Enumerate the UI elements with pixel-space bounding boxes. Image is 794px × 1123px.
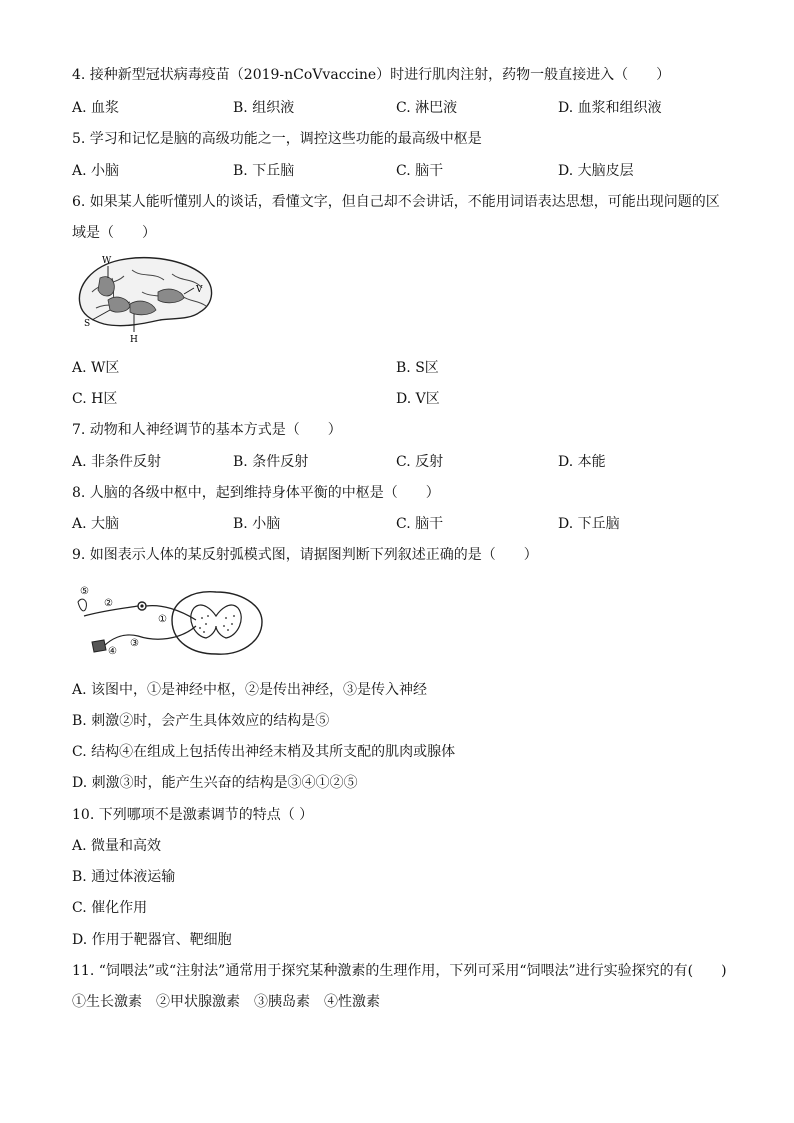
q8-option-c: C. 脑干	[396, 516, 444, 532]
q11-items: ①生长激素 ②甲状腺激素 ③胰岛素 ④性激素	[72, 994, 380, 1010]
q10-option-c: C. 催化作用	[72, 900, 148, 916]
label-v: V	[196, 285, 203, 295]
q7-option-a: A. 非条件反射	[72, 454, 162, 470]
q11-stem: 11. “饲喂法”或“注射法”通常用于探究某种激素的生理作用，下列可采用“饲喂法”进行实验探究的有( )	[72, 963, 727, 979]
label-3: ③	[130, 638, 139, 649]
q10-stem: 10. 下列哪项不是激素调节的特点（ ）	[72, 807, 314, 823]
label-4: ④	[108, 646, 117, 657]
q8-option-d: D. 下丘脑	[558, 516, 620, 532]
q10-option-b: B. 通过体液运输	[72, 869, 176, 885]
q9-option-b: B. 刺激②时，会产生具体效应的结构是⑤	[72, 713, 330, 729]
label-1: ①	[158, 614, 167, 625]
label-5: ⑤	[80, 586, 89, 597]
q4-stem: 4. 接种新型冠状病毒疫苗（2019-nCoVvaccine）时进行肌肉注射，药物一般直接进入（ ）	[72, 67, 671, 83]
q6-stem-line2: 域是（ ）	[72, 225, 156, 241]
q10-option-d: D. 作用于靶器官、靶细胞	[72, 932, 232, 948]
q6-option-b: B. S区	[396, 360, 439, 376]
q8-option-b: B. 小脑	[233, 516, 281, 532]
q9-stem: 9. 如图表示人体的某反射弧模式图，请据图判断下列叙述正确的是（ ）	[72, 547, 538, 563]
q4-option-c: C. 淋巴液	[396, 100, 458, 116]
q9-option-a: A. 该图中，①是神经中枢，②是传出神经，③是传入神经	[72, 682, 428, 698]
q6-stem-line1: 6. 如果某人能听懂别人的谈话，看懂文字，但自己却不会讲话，不能用词语表达思想，可能出现问题的区	[72, 194, 720, 210]
q8-stem: 8. 人脑的各级中枢中，起到维持身体平衡的中枢是（ ）	[72, 485, 440, 501]
q5-option-c: C. 脑干	[396, 163, 444, 179]
q5-option-d: D. 大脑皮层	[558, 163, 634, 179]
label-w: W	[102, 256, 112, 266]
label-2: ②	[104, 598, 113, 609]
q9-option-d: D. 刺激③时，能产生兴奋的结构是③④①②⑤	[72, 775, 358, 791]
q7-option-d: D. 本能	[558, 454, 606, 470]
q5-option-a: A. 小脑	[72, 163, 120, 179]
q6-option-d: D. V区	[396, 391, 440, 407]
reflex-arc-figure	[76, 580, 268, 662]
brain-language-area-figure	[72, 252, 222, 344]
q5-option-b: B. 下丘脑	[233, 163, 295, 179]
q7-option-c: C. 反射	[396, 454, 444, 470]
q7-option-b: B. 条件反射	[233, 454, 309, 470]
q4-option-b: B. 组织液	[233, 100, 295, 116]
q6-option-a: A. W区	[72, 360, 120, 376]
q7-stem: 7. 动物和人神经调节的基本方式是（ ）	[72, 422, 342, 438]
q10-option-a: A. 微量和高效	[72, 838, 162, 854]
q4-option-d: D. 血浆和组织液	[558, 100, 662, 116]
q6-option-c: C. H区	[72, 391, 118, 407]
q8-option-a: A. 大脑	[72, 516, 120, 532]
q5-stem: 5. 学习和记忆是脑的高级功能之一，调控这些功能的最高级中枢是	[72, 131, 482, 147]
label-s: S	[84, 319, 91, 329]
label-h: H	[130, 335, 138, 344]
q4-option-a: A. 血浆	[72, 100, 120, 116]
q9-option-c: C. 结构④在组成上包括传出神经末梢及其所支配的肌肉或腺体	[72, 744, 456, 760]
